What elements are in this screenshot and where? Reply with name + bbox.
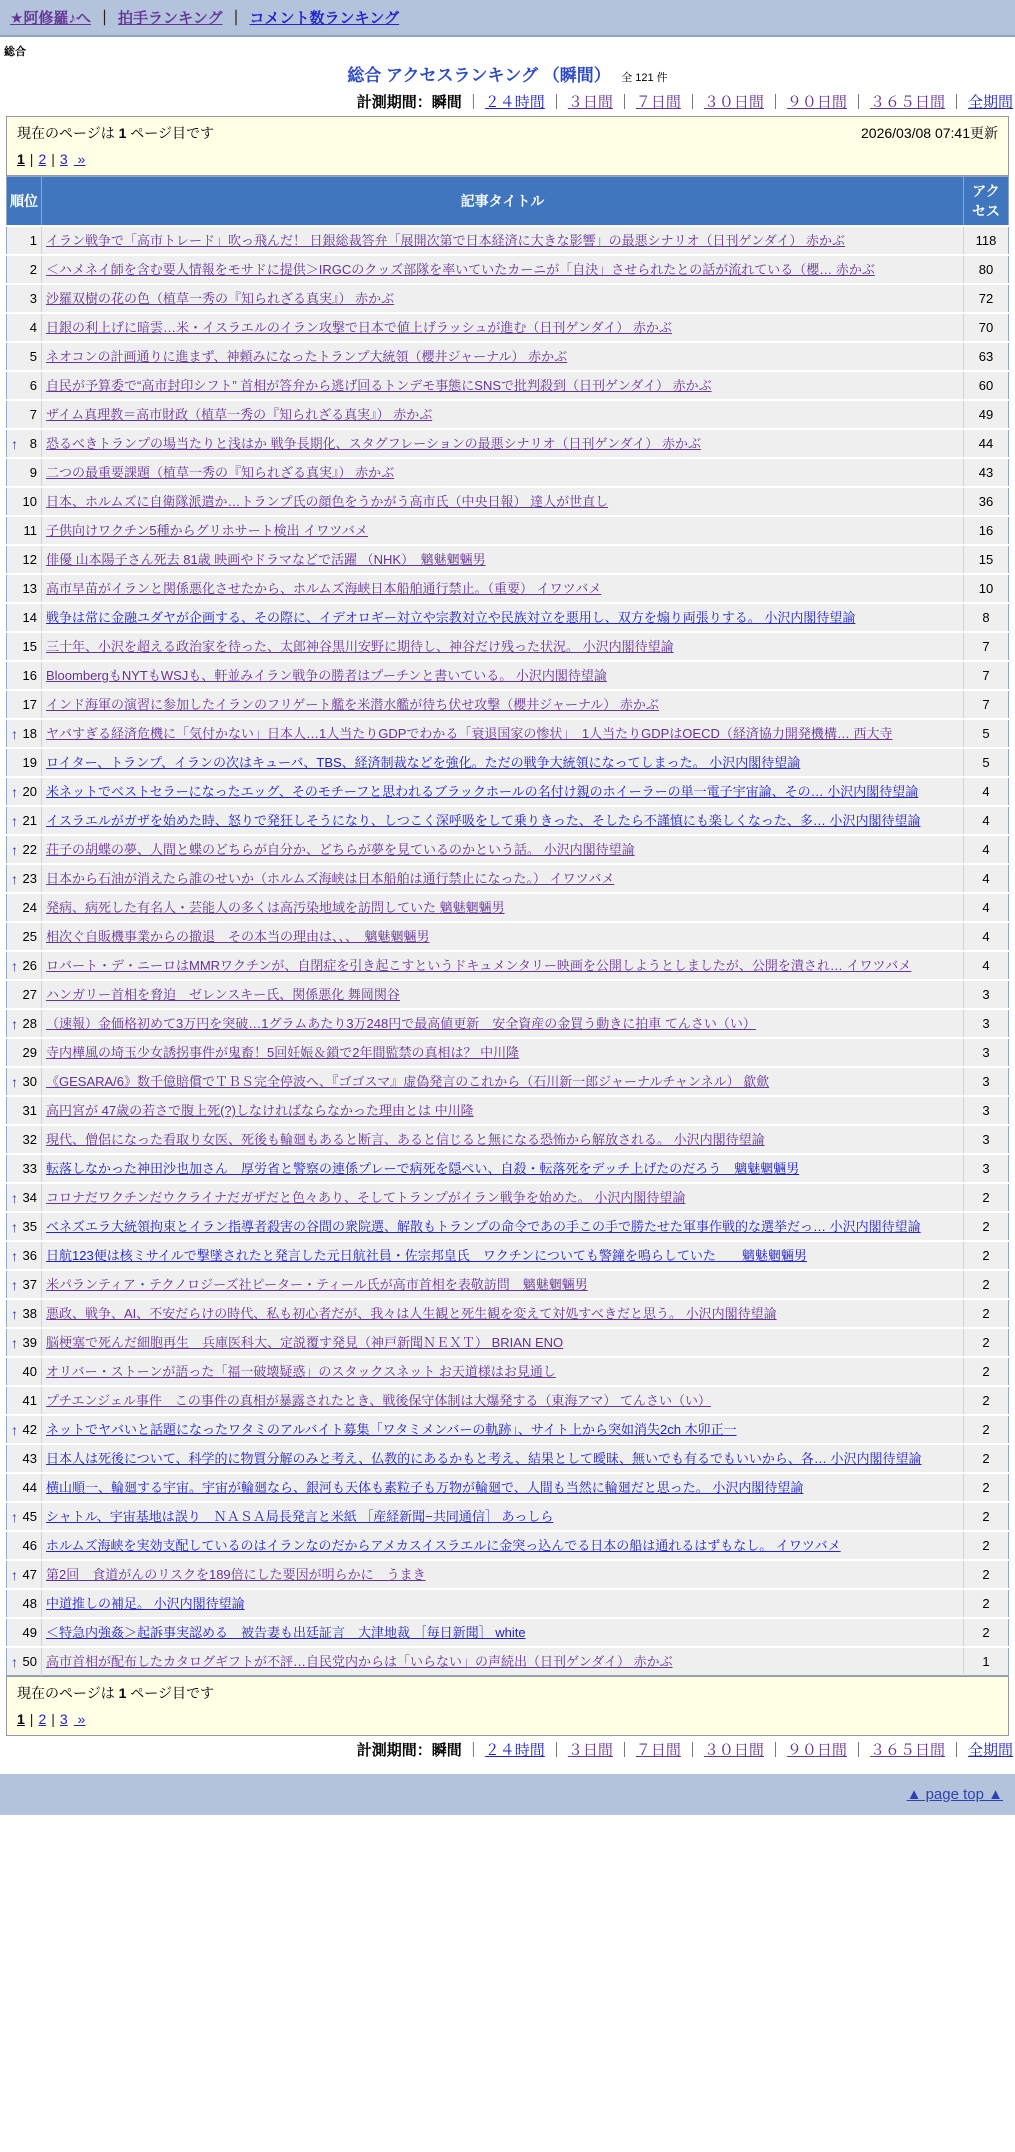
access-count: 5: [964, 719, 1009, 748]
access-count: 4: [964, 777, 1009, 806]
table-row: [7, 545, 1009, 574]
top-nav-link[interactable]: コメント数ランキング: [249, 10, 400, 27]
rank-up-icon: ↑: [11, 1508, 18, 1525]
rank-number: 6: [29, 378, 37, 393]
table-row: [7, 1212, 1009, 1241]
access-count: 2: [964, 1444, 1009, 1473]
table-row: [7, 516, 1009, 545]
article-link[interactable]: （速報）金価格初めて3万円を突破…1グラムあたり3万248円で最高値更新 安全資産の金買う動きに拍車 てんさい（い）: [46, 1016, 756, 1031]
access-count: 1: [964, 1647, 1009, 1676]
table-row: [7, 1502, 1009, 1531]
pagination-next-link[interactable]: »: [73, 1711, 86, 1727]
period-option-link[interactable]: ３０日間: [703, 94, 764, 111]
rank-up-icon: ↑: [11, 1653, 18, 1670]
access-count: 7: [964, 690, 1009, 719]
article-link[interactable]: 高市早苗がイランと関係悪化させたから、ホルムズ海峡日本船舶通行禁止。（重要） イワツバメ: [46, 581, 602, 596]
access-count: 63: [964, 342, 1009, 371]
updated-timestamp: 2026/03/08 07:41更新: [861, 125, 998, 141]
table-row: [7, 806, 1009, 835]
rank-number: 11: [23, 523, 37, 538]
table-header-row: [7, 177, 1009, 227]
pagination-current-page: 1: [17, 151, 25, 167]
article-link[interactable]: ロバート・デ・ニーロはMMRワクチンが、自閉症を引き起こすというドキュメンタリー映画を公開しようとしましたが、公開を潰され… イワツバメ: [46, 958, 912, 973]
access-count: 44: [964, 429, 1009, 458]
period-option-link[interactable]: ２４時間: [484, 94, 545, 111]
table-row: [7, 690, 1009, 719]
access-count: 8: [964, 603, 1009, 632]
access-count: 15: [964, 545, 1009, 574]
access-count: 3: [964, 1009, 1009, 1038]
table-row: [7, 429, 1009, 458]
table-row: [7, 1183, 1009, 1212]
article-link[interactable]: オリバー・ストーンが語った「福一破壊疑惑」のスタックスネット お天道様はお見通し: [46, 1364, 556, 1379]
access-count: 43: [964, 458, 1009, 487]
period-option-current: 瞬間: [431, 1742, 462, 1759]
period-option-link[interactable]: ３６５日間: [869, 94, 945, 111]
table-row: [7, 400, 1009, 429]
article-link[interactable]: BloombergもNYTもWSJも、軒並みイラン戦争の勝者はプーチンと書いている。 小沢内閣待望論: [46, 668, 607, 683]
rank-up-icon: ↑: [11, 1566, 18, 1583]
article-link[interactable]: コロナだワクチンだウクライナだガザだと色々あり、そしてトランプがイラン戦争を始めた。 小沢内閣待望論: [46, 1190, 686, 1205]
table-row: [7, 458, 1009, 487]
separator: ｜: [465, 94, 481, 111]
table-row: [7, 1125, 1009, 1154]
table-row: [7, 255, 1009, 284]
period-option-link[interactable]: ３日間: [567, 1742, 613, 1759]
rank-number: 20: [22, 784, 37, 799]
article-link[interactable]: ＜ハメネイ師を含む要人情報をモサドに提供＞IRGCのクッズ部隊を率いていたカーニが「自決」させられたとの話が流れている（櫻… 赤かぶ: [46, 262, 875, 277]
current-page-text: 現在のページは 1 ページ目です: [17, 1685, 215, 1701]
period-option-link[interactable]: ２４時間: [484, 1742, 545, 1759]
separator: ｜: [850, 94, 866, 111]
table-row: [7, 1647, 1009, 1676]
article-link[interactable]: 発病、病死した有名人・芸能人の多くは高汚染地域を訪問していた 魑魅魍魎男: [46, 900, 505, 915]
rank-up-icon: ↑: [11, 870, 18, 887]
bottom-spacer: [0, 1815, 1015, 1875]
rank-number: 46: [22, 1538, 37, 1553]
rank-number: 18: [22, 726, 37, 741]
access-count: 4: [964, 951, 1009, 980]
rank-number: 25: [22, 929, 37, 944]
rank-number: 37: [22, 1277, 37, 1292]
rank-number: 4: [29, 320, 37, 335]
rank-number: 23: [22, 871, 37, 886]
table-row: [7, 371, 1009, 400]
current-page-text: 現在のページは 1 ページ目です: [17, 125, 215, 141]
access-count: 118: [964, 226, 1009, 255]
rank-number: 22: [22, 842, 37, 857]
article-link[interactable]: 戦争は常に金融ユダヤが企画する、その際に、イデオロギー対立や宗教対立や民族対立を悪用し、双方を煽り両張りする。 小沢内閣待望論: [46, 610, 856, 625]
article-link[interactable]: 子供向けワクチン5種からグリホサート検出 イワツバメ: [46, 523, 368, 538]
access-count: 49: [964, 400, 1009, 429]
rank-up-icon: ↑: [11, 1247, 18, 1264]
rank-up-icon: ↑: [11, 1276, 18, 1293]
article-link[interactable]: 恐るべきトランプの場当たりと浅はか 戦争長期化、スタグフレーションの最悪シナリオ（日刊ゲンダイ） 赤かぶ: [46, 436, 702, 451]
article-link[interactable]: 第2回 食道がんのリスクを189倍にした要因が明らかに うまき: [46, 1567, 426, 1582]
table-row: [7, 1009, 1009, 1038]
access-count: 4: [964, 864, 1009, 893]
rank-up-icon: ↑: [11, 1073, 18, 1090]
access-count: 2: [964, 1386, 1009, 1415]
rank-number: 12: [22, 552, 37, 567]
access-count: 3: [964, 1038, 1009, 1067]
table-row: [7, 1560, 1009, 1589]
separator: |: [51, 1711, 55, 1727]
period-option-link[interactable]: ３０日間: [703, 1742, 764, 1759]
rank-up-icon: ↑: [11, 1334, 18, 1351]
access-column-header: アクセス: [964, 177, 1009, 227]
separator: |: [51, 151, 55, 167]
rank-number: 29: [22, 1045, 37, 1060]
access-count: 2: [964, 1270, 1009, 1299]
table-row: [7, 748, 1009, 777]
rank-number: 43: [22, 1451, 37, 1466]
period-option-link[interactable]: ３６５日間: [869, 1742, 945, 1759]
separator: |: [29, 151, 34, 167]
access-count: 7: [964, 632, 1009, 661]
rank-up-icon: ↑: [11, 783, 18, 800]
access-count: 4: [964, 835, 1009, 864]
article-link[interactable]: 寺内樺風の埼玉少女誘拐事件が鬼畜！5回妊娠＆鎖で2年間監禁の真相は？ 中川隆: [46, 1045, 520, 1060]
rank-number: 24: [22, 900, 37, 915]
rank-number: 44: [22, 1480, 37, 1495]
article-link[interactable]: 自民が予算委で“高市封印シフト” 首相が答弁から逃げ回るトンデモ事態にSNSで批判殺到（日刊ゲンダイ） 赤かぶ: [46, 378, 712, 393]
table-row: [7, 1270, 1009, 1299]
access-count: 5: [964, 748, 1009, 777]
access-count: 10: [964, 574, 1009, 603]
rank-up-icon: ↑: [11, 1421, 18, 1438]
rank-number: 15: [22, 639, 37, 654]
article-link[interactable]: ヤバすぎる経済危機に「気付かない」日本人…1人当たりGDPでわかる「衰退国家の惨状」 1人当たりGDPはOECD（経済協力開発機構… 西大寺: [46, 726, 893, 741]
table-row: [7, 342, 1009, 371]
table-row: [7, 1038, 1009, 1067]
rank-number: 39: [22, 1335, 37, 1350]
rank-up-icon: ↑: [11, 1015, 18, 1032]
rank-up-icon: ↑: [11, 1218, 18, 1235]
period-nav-bottom: [0, 1736, 1015, 1764]
rank-number: 32: [22, 1132, 37, 1147]
rank-up-icon: ↑: [11, 435, 18, 452]
page-title: [0, 61, 1015, 86]
top-nav-bar: [0, 0, 1015, 37]
access-count: 4: [964, 806, 1009, 835]
access-count: 70: [964, 313, 1009, 342]
article-link[interactable]: 日航123便は核ミサイルで撃墜されたと発言した元日航社員・佐宗邦皇氏 ワクチンについても警鐘を鳴らしていた 魑魅魍魎男: [46, 1248, 807, 1263]
access-count: 7: [964, 661, 1009, 690]
table-row: [7, 603, 1009, 632]
rank-number: 41: [22, 1393, 37, 1408]
rank-number: 5: [29, 349, 37, 364]
article-link[interactable]: 日銀の利上げに暗雲…米・イスラエルのイラン攻撃で日本で値上げラッシュが進む（日刊ゲンダイ） 赤かぶ: [46, 320, 672, 335]
period-option-link[interactable]: ７日間: [635, 1742, 681, 1759]
access-count: 3: [964, 1154, 1009, 1183]
pagination-page-link[interactable]: 2: [38, 1711, 47, 1727]
page-top-bar: [0, 1774, 1015, 1815]
article-link[interactable]: 相次ぐ自販機事業からの撤退 その本当の理由は、、、 魑魅魍魎男: [46, 929, 430, 944]
separator: ｜: [767, 1742, 783, 1759]
rank-number: 17: [22, 697, 37, 712]
table-row: [7, 1067, 1009, 1096]
pagination-page-link[interactable]: 3: [59, 1711, 68, 1727]
rank-number: 3: [29, 291, 37, 306]
table-row: [7, 226, 1009, 255]
table-row: [7, 1386, 1009, 1415]
access-count: 4: [964, 893, 1009, 922]
separator: ｜: [616, 94, 632, 111]
separator: ｜: [548, 1742, 564, 1759]
access-count: 2: [964, 1328, 1009, 1357]
pagination-page-link[interactable]: 3: [59, 151, 68, 167]
access-count: 16: [964, 516, 1009, 545]
pagination-page-link[interactable]: 2: [38, 151, 47, 167]
article-link[interactable]: 横山順一、輪廻する宇宙。宇宙が輪廻なら、銀河も天体も素粒子も万物が輪廻で、人間も当然に輪廻だと思った。 小沢内閣待望論: [46, 1480, 804, 1495]
article-link[interactable]: 高市首相が配布したカタログギフトが不評…自民党内からは「いらない」の声続出（日刊ゲンダイ） 赤かぶ: [46, 1654, 673, 1669]
table-row: [7, 1473, 1009, 1502]
total-count: 全 121 件: [621, 72, 668, 84]
article-link[interactable]: イラン戦争で「高市トレード」吹っ飛んだ！ 日銀総裁答弁「展開次第で日本経済に大きな影響」の最悪シナリオ（日刊ゲンダイ） 赤かぶ: [46, 233, 846, 248]
article-link[interactable]: 米ネットでベストセラーになったエッグ、そのモチーフと思われるブラックホールの名付け親のホイーラーの単一電子宇宙論、その… 小沢内閣待望論: [46, 784, 919, 799]
pagination-next-link[interactable]: »: [73, 151, 86, 167]
rank-number: 31: [22, 1103, 37, 1118]
page-top-link[interactable]: ▲ page top ▲: [906, 1786, 1003, 1803]
rank-up-icon: ↑: [11, 1305, 18, 1322]
table-row: [7, 980, 1009, 1009]
table-row: [7, 922, 1009, 951]
article-link[interactable]: ＜特急内強姦＞起訴事実認める 被告妻も出廷証言 大津地裁 ［毎日新聞］ white: [46, 1625, 526, 1640]
period-nav-label: 計測期間：: [356, 94, 432, 111]
page-info-box-top: [6, 116, 1009, 176]
rank-up-icon: ↑: [11, 957, 18, 974]
rank-up-icon: ↑: [11, 841, 18, 858]
table-row: [7, 574, 1009, 603]
genre-label: 総合: [4, 46, 26, 58]
rank-number: 2: [29, 262, 37, 277]
article-link[interactable]: ネオコンの計画通りに進まず、神頼みになったトランプ大統領（櫻井ジャーナル） 赤かぶ: [46, 349, 568, 364]
rank-number: 26: [22, 958, 37, 973]
table-row: [7, 864, 1009, 893]
rank-number: 1: [29, 233, 37, 248]
article-link[interactable]: 日本人は死後について、科学的に物質分解のみと考え、仏教的にあるかもと考え、結果として曖昧、無いでも有るでもいいから、各… 小沢内閣待望論: [46, 1451, 922, 1466]
article-link[interactable]: ホルムズ海峡を実効支配しているのはイランなのだからアメカスイスラエルに金突っ込んでる日本の船は通れるはずもなし。 イワツバメ: [46, 1538, 841, 1553]
access-count: 60: [964, 371, 1009, 400]
rank-number: 33: [22, 1161, 37, 1176]
pagination-top: [17, 151, 998, 167]
table-row: [7, 1589, 1009, 1618]
article-link[interactable]: ネットでヤバいと話題になったワタミのアルバイト募集「ワタミメンバーの軌跡」、サイト上から突如消失2ch 木卯正一: [46, 1422, 737, 1437]
rank-number: 48: [22, 1596, 37, 1611]
access-count: 2: [964, 1183, 1009, 1212]
article-link[interactable]: インド海軍の演習に参加したイランのフリゲート艦を米潜水艦が待ち伏せ攻撃（櫻井ジャーナル） 赤かぶ: [46, 697, 659, 712]
rank-number: 34: [22, 1190, 37, 1205]
table-row: [7, 1241, 1009, 1270]
access-count: 2: [964, 1357, 1009, 1386]
article-link[interactable]: 現代、僧侶になった看取り女医、死後も輪廻もあると断言、あると信じると無になる恐怖から解放される。 小沢内閣待望論: [46, 1132, 765, 1147]
table-row: [7, 1357, 1009, 1386]
ranking-title: 総合 アクセスランキング （瞬間）: [347, 66, 611, 85]
table-row: [7, 313, 1009, 342]
article-link[interactable]: 悪政、戦争、AI、不安だらけの時代、私も初心者だが、我々は人生観と死生観を変えて対処すべきだと思う。 小沢内閣待望論: [46, 1306, 777, 1321]
article-link[interactable]: 俳優 山本陽子さん死去 81歳 映画やドラマなどで活躍 （NHK） 魑魅魍魎男: [46, 552, 486, 567]
table-row: [7, 661, 1009, 690]
rank-up-icon: ↑: [11, 1189, 18, 1206]
access-count: 2: [964, 1415, 1009, 1444]
table-row: [7, 893, 1009, 922]
access-count: 3: [964, 1096, 1009, 1125]
page-info-box-bottom: [6, 1676, 1009, 1736]
article-link[interactable]: イスラエルがガザを始めた時、怒りで発狂しそうになり、しつこく深呼吸をして乗りきった、そしたら不謹慎にも楽しくなった、多… 小沢内閣待望論: [46, 813, 921, 828]
access-count: 2: [964, 1299, 1009, 1328]
article-link[interactable]: 《GESARA/6》数千億賠償でＴＢＳ完全停波へ、『ゴゴスマ』虚偽発言のこれから（石川新一郎ジャーナルチャンネル） 歙歛: [46, 1074, 770, 1089]
table-row: [7, 1444, 1009, 1473]
article-link[interactable]: 日本、ホルムズに自衛隊派遣か…トランプ氏の顔色をうかがう高市氏（中央日報） 達人が世直し: [46, 494, 609, 509]
article-link[interactable]: ベネズエラ大統領拘束とイラン指導者殺害の谷間の衆院選、解散もトランプの命令であの手この手で勝たせた軍事作戦的な選挙だっ… 小沢内閣待望論: [46, 1219, 921, 1234]
table-row: [7, 1299, 1009, 1328]
access-count: 2: [964, 1531, 1009, 1560]
period-option-link[interactable]: ３日間: [567, 94, 613, 111]
access-count: 3: [964, 1125, 1009, 1154]
table-row: [7, 632, 1009, 661]
rank-number: 47: [22, 1567, 37, 1582]
separator: ｜: [228, 10, 244, 27]
table-row: [7, 284, 1009, 313]
rank-number: 49: [22, 1625, 37, 1640]
article-link[interactable]: 沙羅双樹の花の色（植草一秀の『知られざる真実』） 赤かぶ: [46, 291, 395, 306]
table-row: [7, 1531, 1009, 1560]
period-option-link[interactable]: ７日間: [635, 94, 681, 111]
separator: ｜: [465, 1742, 481, 1759]
period-nav-top: [0, 88, 1015, 116]
separator: ｜: [684, 94, 700, 111]
article-link[interactable]: ロイター、トランプ、イランの次はキューバ、TBS、経済制裁などを強化。ただの戦争大統領になってしまった。 小沢内閣待望論: [46, 755, 801, 770]
rank-number: 42: [22, 1422, 37, 1437]
rank-number: 7: [29, 407, 37, 422]
period-nav-label: 計測期間：: [356, 1742, 432, 1759]
separator: ｜: [948, 94, 964, 111]
table-row: [7, 1096, 1009, 1125]
ranking-table: [6, 176, 1009, 1676]
access-count: 2: [964, 1241, 1009, 1270]
article-link[interactable]: 二つの最重要課題（植草一秀の『知られざる真実』） 赤かぶ: [46, 465, 395, 480]
access-count: 3: [964, 1067, 1009, 1096]
top-nav-link[interactable]: ★阿修羅♪へ: [10, 10, 91, 27]
rank-number: 19: [22, 755, 37, 770]
rank-number: 38: [22, 1306, 37, 1321]
rank-number: 14: [22, 610, 37, 625]
top-nav-link[interactable]: 拍手ランキング: [117, 10, 223, 27]
separator: ｜: [948, 1742, 964, 1759]
access-count: 2: [964, 1589, 1009, 1618]
period-option-link[interactable]: 全期間: [967, 1742, 1013, 1759]
article-link[interactable]: 日本から石油が消えたら誰のせいか（ホルムズ海峡は日本船舶は通行禁止になった。） イワツバメ: [46, 871, 615, 886]
table-row: [7, 1328, 1009, 1357]
rank-number: 16: [22, 668, 37, 683]
pagination-bottom: [17, 1711, 998, 1727]
period-option-link[interactable]: ９０日間: [786, 94, 847, 111]
access-count: 4: [964, 922, 1009, 951]
separator: |: [29, 1711, 34, 1727]
rank-up-icon: ↑: [11, 725, 18, 742]
article-link[interactable]: ハンガリー首相を脅迫 ゼレンスキー氏、関係悪化 舞岡関谷: [46, 987, 400, 1002]
top-nav-links: [10, 10, 399, 27]
rank-number: 50: [22, 1654, 37, 1669]
access-count: 72: [964, 284, 1009, 313]
pagination-current-page: 1: [17, 1711, 25, 1727]
rank-number: 35: [22, 1219, 37, 1234]
title-column-header: 記事タイトル: [42, 177, 964, 227]
access-count: 2: [964, 1473, 1009, 1502]
table-row: [7, 1618, 1009, 1647]
table-row: [7, 835, 1009, 864]
rank-number: 30: [22, 1074, 37, 1089]
rank-number: 40: [22, 1364, 37, 1379]
table-row: [7, 777, 1009, 806]
table-row: [7, 951, 1009, 980]
access-count: 80: [964, 255, 1009, 284]
period-option-link[interactable]: 全期間: [967, 94, 1013, 111]
rank-number: 8: [29, 436, 37, 451]
rank-number: 45: [22, 1509, 37, 1524]
table-row: [7, 487, 1009, 516]
rank-number: 36: [22, 1248, 37, 1263]
article-link[interactable]: 転落しなかった神田沙也加さん 厚労省と警察の連係プレーで病死を隠ぺい、自殺・転落死をデッチ上げたのだろう 魑魅魍魎男: [46, 1161, 800, 1176]
access-count: 2: [964, 1618, 1009, 1647]
rank-number: 21: [22, 813, 37, 828]
separator: ｜: [616, 1742, 632, 1759]
rank-column-header: 順位: [7, 177, 42, 227]
period-option-link[interactable]: ９０日間: [786, 1742, 847, 1759]
rank-number: 10: [22, 494, 37, 509]
rank-number: 9: [29, 465, 37, 480]
article-link[interactable]: 三十年、小沢を超える政治家を待った、太郎神谷黒川安野に期待し、神谷だけ残った状況。 小沢内閣待望論: [46, 639, 674, 654]
rank-up-icon: ↑: [11, 812, 18, 829]
period-option-current: 瞬間: [431, 94, 462, 111]
article-link[interactable]: 高円宮が 47歳の若さで腹上死(?)しなければならなかった理由とは 中川隆: [46, 1103, 474, 1118]
separator: ｜: [548, 94, 564, 111]
rank-number: 13: [22, 581, 37, 596]
access-count: 2: [964, 1502, 1009, 1531]
table-row: [7, 1415, 1009, 1444]
access-count: 2: [964, 1560, 1009, 1589]
article-link[interactable]: 荘子の胡蝶の夢、人間と蝶のどちらが自分か、どちらが夢を見ているのかという話。 小沢内閣待望論: [46, 842, 635, 857]
rank-number: 28: [22, 1016, 37, 1031]
table-row: [7, 1154, 1009, 1183]
article-link[interactable]: 脳梗塞で死んだ細胞再生 兵庫医科大、定説覆す発見（神戸新聞ＮＥＸＴ） BRIAN ENO: [46, 1335, 564, 1350]
article-link[interactable]: 中道推しの補足。 小沢内閣待望論: [46, 1596, 245, 1611]
separator: ｜: [850, 1742, 866, 1759]
article-link[interactable]: シャトル、宇宙基地は誤り ＮＡＳＡ局長発言と米紙 ［産経新聞−共同通信］ あっしら: [46, 1509, 554, 1524]
article-link[interactable]: 米パランティア・テクノロジーズ社ピーター・ティール氏が高市首相を表敬訪問 魑魅魍魎男: [46, 1277, 588, 1292]
article-link[interactable]: ザイム真理教＝高市財政（植草一秀の『知られざる真実』） 赤かぶ: [46, 407, 433, 422]
separator: ｜: [684, 1742, 700, 1759]
article-link[interactable]: プチエンジェル事件 この事件の真相が暴露されたとき、戦後保守体制は大爆発する（東海アマ） てんさい（い）: [46, 1393, 711, 1408]
separator: ｜: [96, 10, 112, 27]
access-count: 2: [964, 1212, 1009, 1241]
access-count: 3: [964, 980, 1009, 1009]
table-row: [7, 719, 1009, 748]
rank-number: 27: [22, 987, 37, 1002]
separator: ｜: [767, 94, 783, 111]
access-count: 36: [964, 487, 1009, 516]
